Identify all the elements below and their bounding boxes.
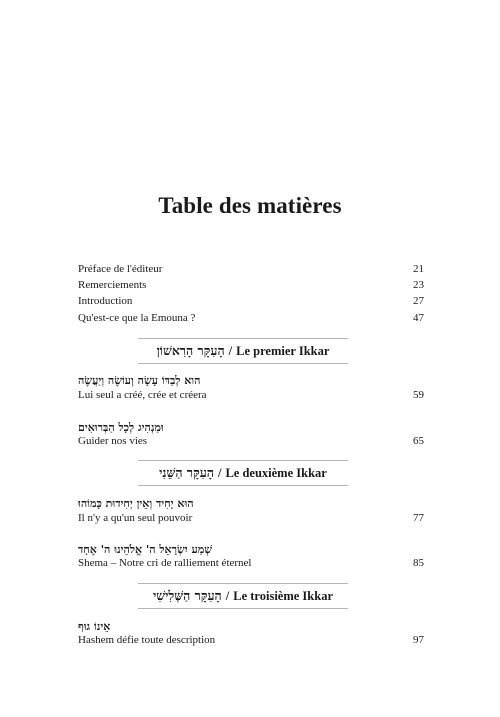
section-hebrew-title: הָעִקָּר הַשֵּׁנִי bbox=[159, 465, 214, 480]
section-separator: / bbox=[217, 465, 222, 480]
section-french-title: Le premier Ikkar bbox=[236, 343, 330, 358]
toc-entry-label: Il n'y a qu'un seul pouvoir bbox=[78, 512, 193, 524]
page-title: Table des matières bbox=[158, 193, 342, 218]
toc-entry-hebrew: הוא לְבַדּוֹ עָשָׂה וְעוֹשֶׂה וְיַעֲשֶׂה bbox=[78, 374, 201, 387]
toc-entry-label: Guider nos vies bbox=[78, 435, 148, 447]
toc-entry-page: 27 bbox=[413, 295, 424, 307]
toc-entry-hebrew: שְׁמַע יִשְׂרָאֵל ה' אֱלֹהֵינוּ ה' אֶחָד bbox=[78, 543, 213, 556]
toc-entry-label: Qu'est-ce que la Emouna ? bbox=[78, 312, 196, 324]
section-french-title: Le deuxième Ikkar bbox=[225, 465, 327, 480]
toc-entry-seul-pouvoir[interactable] bbox=[78, 512, 424, 528]
toc-entry-page: 77 bbox=[413, 512, 424, 524]
section-heading-premier-ikkar[interactable] bbox=[138, 338, 348, 364]
toc-entry-hebrew: וּמַנְהִיג לְכָל הַבְּרוּאִים bbox=[78, 421, 164, 434]
section-separator: / bbox=[225, 588, 230, 603]
section-hebrew-title: הָעִקָּר הַשְּׁלִישִׁי bbox=[153, 588, 222, 603]
toc-entry-description[interactable] bbox=[78, 634, 424, 650]
toc-entry-remerciements[interactable] bbox=[78, 279, 424, 295]
toc-entry-label: Remerciements bbox=[78, 279, 147, 291]
section-heading-troisieme-ikkar[interactable] bbox=[138, 583, 348, 609]
toc-entry-page: 97 bbox=[413, 634, 424, 646]
toc-entry-label: Hashem défie toute description bbox=[78, 634, 216, 646]
toc-entry-preface[interactable] bbox=[78, 263, 424, 279]
toc-entry-shema[interactable] bbox=[78, 557, 424, 573]
toc-entry-guider[interactable] bbox=[78, 435, 424, 451]
toc-entry-label: Shema – Notre cri de ralliement éternel bbox=[78, 557, 252, 569]
section-separator: / bbox=[228, 343, 233, 358]
toc-entry-page: 23 bbox=[413, 279, 424, 291]
toc-entry-label: Lui seul a créé, crée et créera bbox=[78, 389, 207, 401]
section-hebrew-title: הָעִקָּר הָרִאשׁוֹן bbox=[156, 343, 225, 358]
toc-entry-hebrew: אֵינוֹ גוּף bbox=[78, 620, 111, 633]
toc-entry-label: Introduction bbox=[78, 295, 133, 307]
toc-entry-page: 65 bbox=[413, 435, 424, 447]
toc-entry-label: Préface de l'éditeur bbox=[78, 263, 163, 275]
toc-entry-hebrew: הוּא יָחִיד וְאֵין יְחִידוּת כָּמוֹהוּ bbox=[78, 497, 194, 510]
toc-entry-page: 59 bbox=[413, 389, 424, 401]
toc-entry-emouna[interactable] bbox=[78, 312, 424, 328]
toc-entry-introduction[interactable] bbox=[78, 295, 424, 311]
section-french-title: Le troisième Ikkar bbox=[233, 588, 333, 603]
section-heading-deuxieme-ikkar[interactable] bbox=[138, 460, 348, 486]
toc-entry-page: 85 bbox=[413, 557, 424, 569]
toc-entry-lui-seul[interactable] bbox=[78, 389, 424, 405]
toc-entry-page: 47 bbox=[413, 312, 424, 324]
toc-entry-page: 21 bbox=[413, 263, 424, 275]
